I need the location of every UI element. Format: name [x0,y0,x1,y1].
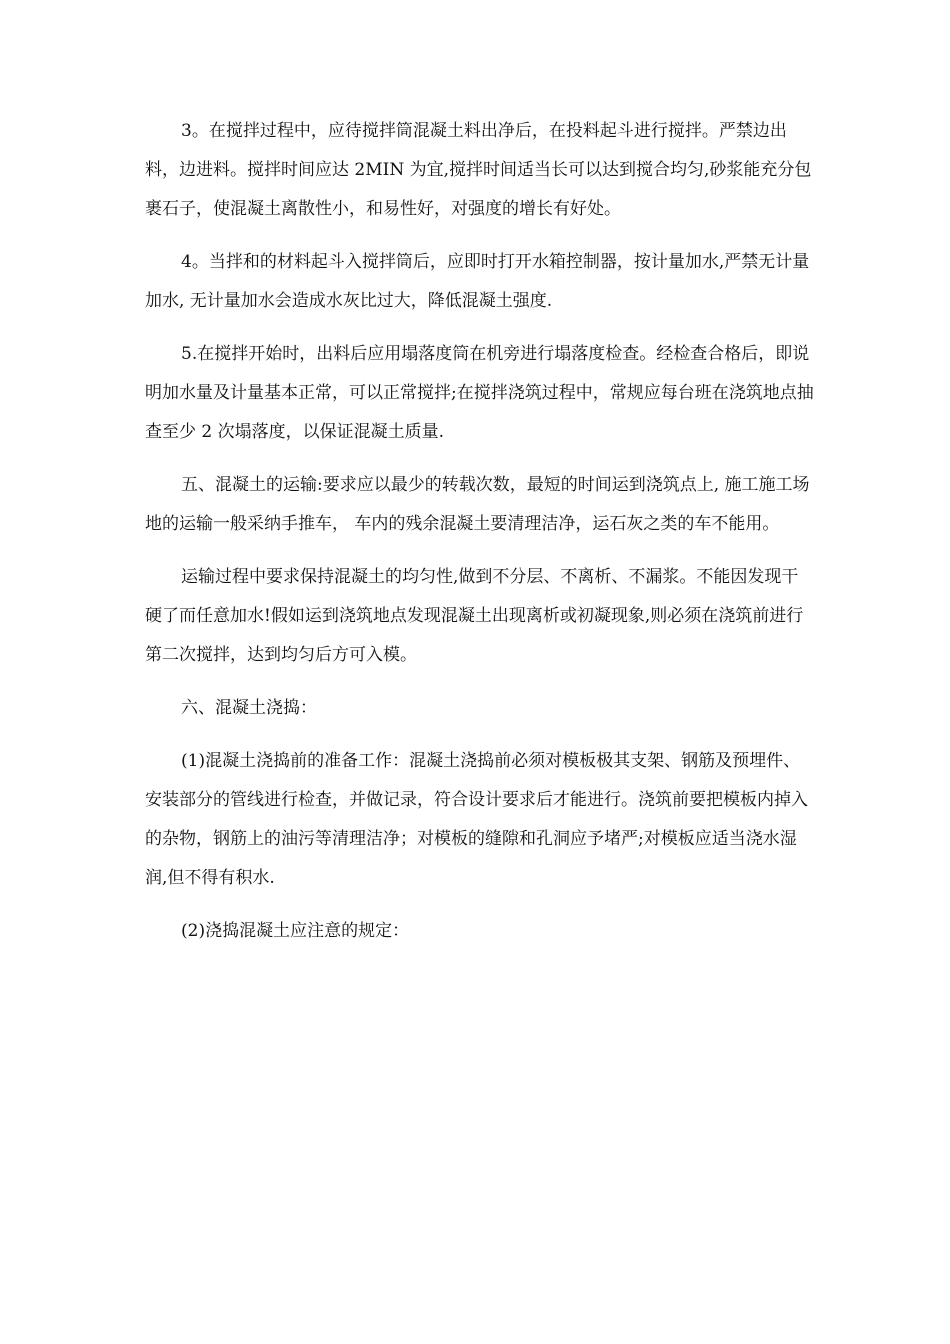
paragraph-water-metering: 4。当拌和的材料起斗入搅拌筒后，应即时打开水箱控制器，按计量加水,严禁无计量加水, 无计量加水会造成水灰比过大，降低混凝土强度. [145,252,810,311]
paragraph-slump-test: 5.在搅拌开始时，出料后应用塌落度筒在机旁进行塌落度检查。经检查合格后，即说明加水量及计量基本正常，可以正常搅拌;在搅拌浇筑过程中，常规应每台班在浇筑地点抽查至少 2 次塌落度，以保证混凝土质量. [145,344,814,442]
paragraph-transport: 五、混凝土的运输:要求应以最少的转载次数，最短的时间运到浇筑点上, 施工施工场地的运输一般采纳手推车， 车内的残余混凝土要清理洁净，运石灰之类的车不能用。 [145,475,810,534]
document-body [145,112,815,965]
section-heading-pouring: 六、混凝土浇捣： [181,698,317,718]
paragraph-pouring-rules: (2)浇捣混凝土应注意的规定： [181,921,410,941]
paragraph-pouring-preparation: (1)混凝土浇捣前的准备工作：混凝土浇捣前必须对模板极其支架、钢筋及预埋件、安装部分的管线进行检查，并做记录，符合设计要求后才能进行。浇筑前要把模板内掉入的杂物，钢筋上的油污等清理洁净；对模板的缝隙和孔洞应予堵严;对模板应适当浇水湿润,但不得有积水. [145,751,808,888]
paragraph-transport-uniformity: 运输过程中要求保持混凝土的均匀性,做到不分层、不离析、不漏浆。不能因发现干硬了而任意加水!假如运到浇筑地点发现混凝土出现离析或初凝现象,则必须在浇筑前进行第二次搅拌，达到均匀后方可入模。 [145,567,804,665]
paragraph-mixing-process: 3。在搅拌过程中，应待搅拌筒混凝土料出净后，在投料起斗进行搅拌。严禁边出料，边进料。搅拌时间应达 2MIN 为宜,搅拌时间适当长可以达到搅合均匀,砂浆能充分包裹石子，使混凝土离散性小，和易性好，对强度的增长有好处。 [145,121,812,219]
